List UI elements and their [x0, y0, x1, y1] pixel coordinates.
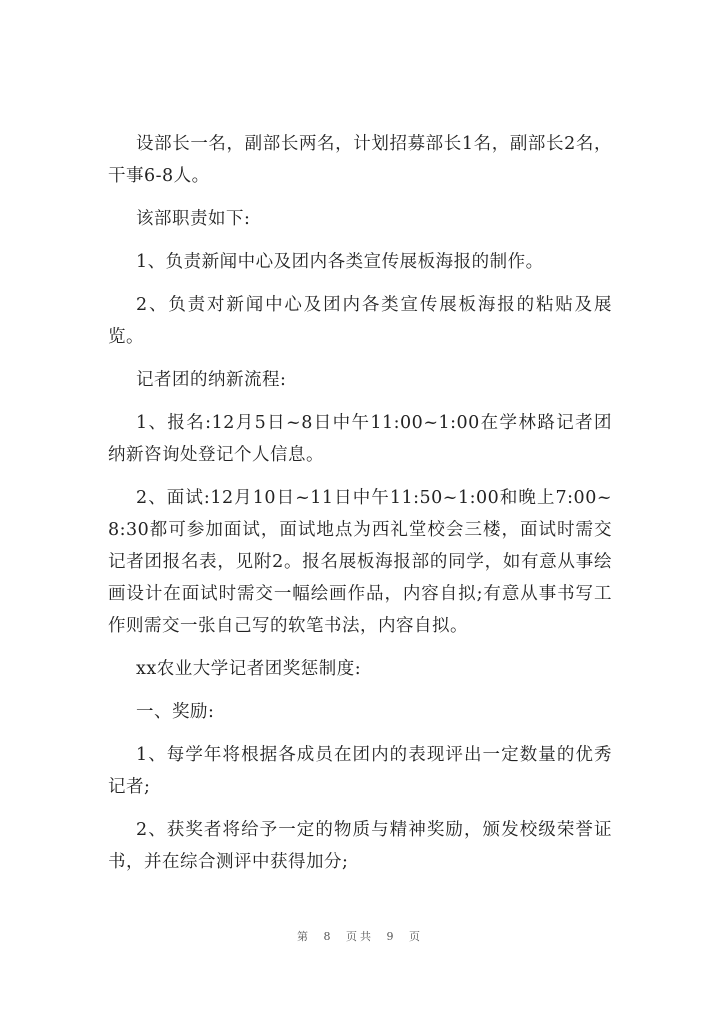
paragraph-reward-1: 1、每学年将根据各成员在团内的表现评出一定数量的优秀记者; [108, 745, 612, 797]
paragraph-positions: 设部长一名，副部长两名，计划招募部长1名，副部长2名，干事6-8人。 [108, 134, 612, 186]
document-body [108, 128, 612, 889]
paragraph-rewards-heading: 一、奖励: [136, 702, 215, 722]
paragraph-rules-heading: xx农业大学记者团奖惩制度: [136, 659, 362, 679]
paragraph-interview: 2、面试:12月10日~11日中午11:50~1:00和晚上7:00~8:30都可参加面试，面试地点为西礼堂校会三楼，面试时需交记者团报名表，见附2。报名展板海报部的同学，如有意从事绘画设计在面试时需交一幅绘画作品，内容自拟;有意从事书写工作则需交一张自己写的软笔书法，内容自拟。 [108, 488, 612, 636]
paragraph-reward-2: 2、获奖者将给予一定的物质与精神奖励，颁发校级荣誉证书，并在综合测评中获得加分; [108, 820, 612, 872]
paragraph-duties-heading: 该部职责如下: [136, 209, 251, 229]
paragraph-duty-2: 2、负责对新闻中心及团内各类宣传展板海报的粘贴及展览。 [108, 295, 612, 347]
paragraph-recruit-heading: 记者团的纳新流程: [136, 370, 287, 390]
page-number-footer: 第 8 页共 9 页 [297, 930, 423, 943]
paragraph-signup: 1、报名:12月5日~8日中午11:00~1:00在学林路记者团纳新咨询处登记个人信息。 [108, 413, 612, 465]
paragraph-duty-1: 1、负责新闻中心及团内各类宣传展板海报的制作。 [136, 252, 544, 272]
